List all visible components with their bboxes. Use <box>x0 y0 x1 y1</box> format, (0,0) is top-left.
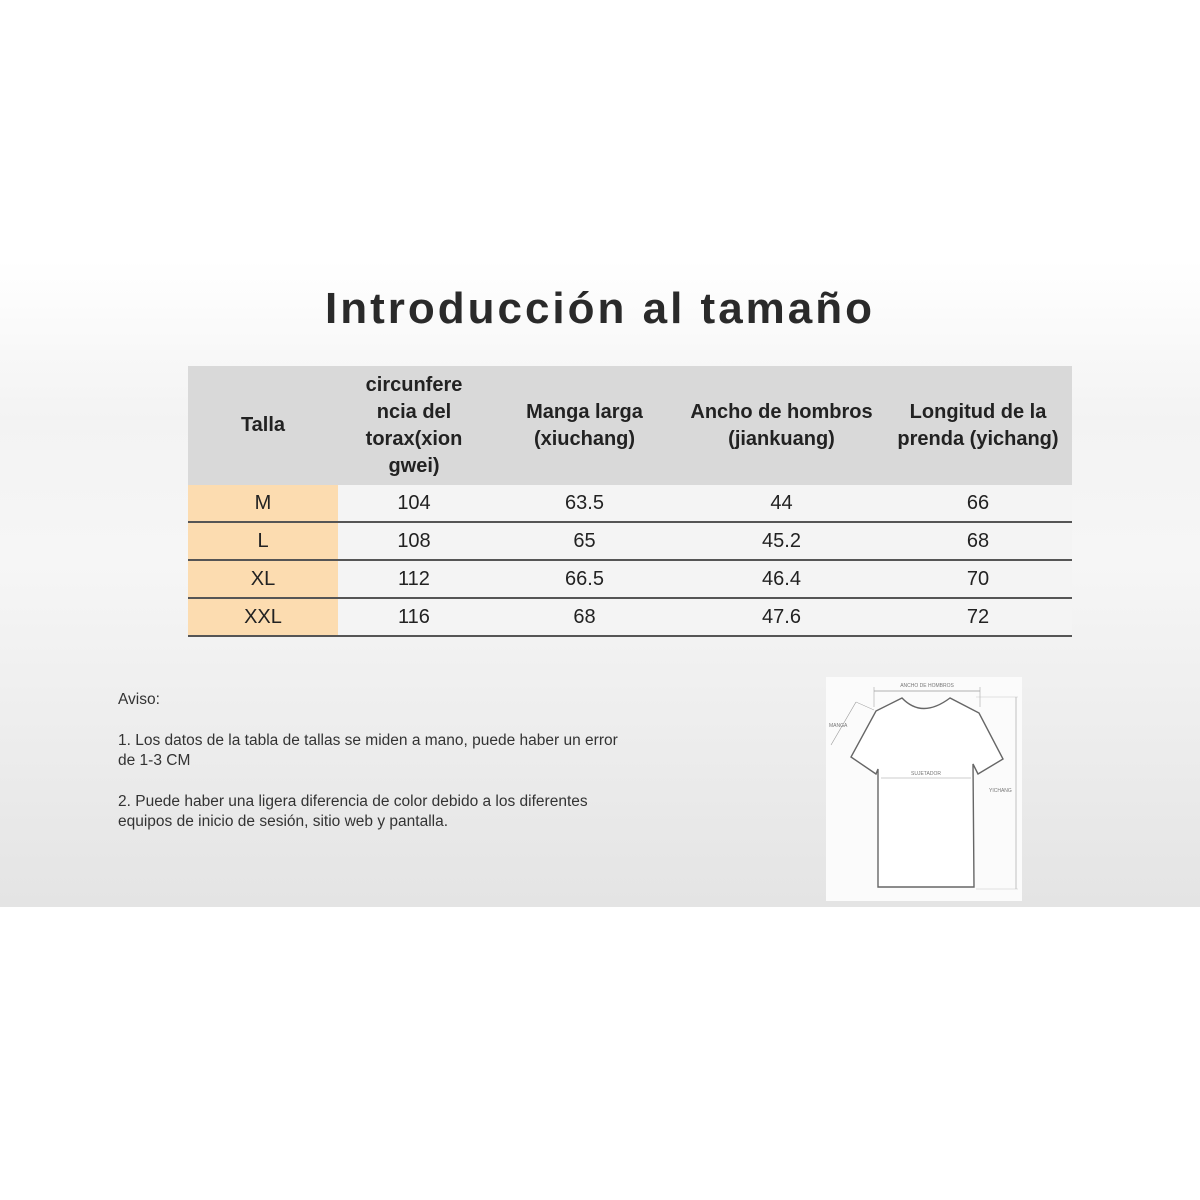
header-size: Talla <box>188 366 338 485</box>
shoulders-label: ANCHO DE HOMBROS <box>900 683 954 689</box>
measurement-cell: 46.4 <box>679 560 884 598</box>
measurement-cell: 66 <box>884 485 1072 522</box>
note-item: 1. Los datos de la tabla de tallas se miden a mano, puede haber un error de 1-3 CM <box>118 732 618 769</box>
size-cell: XL <box>188 560 338 598</box>
measurement-cell: 70 <box>884 560 1072 598</box>
length-label: YICHANG <box>989 788 1012 794</box>
header-sleeve: Manga larga (xiuchang) <box>490 366 679 485</box>
tshirt-icon <box>826 677 1022 901</box>
measurement-cell: 44 <box>679 485 884 522</box>
notes <box>118 690 628 853</box>
table-row <box>188 598 1072 636</box>
measurement-cell: 116 <box>338 598 490 636</box>
size-cell: XXL <box>188 598 338 636</box>
size-table <box>188 366 1072 637</box>
note-item: 2. Puede haber una ligera diferencia de color debido a los diferentes equipos de inicio de sesión, sitio web y pantalla. <box>118 793 588 830</box>
measurement-cell: 45.2 <box>679 522 884 560</box>
tshirt-measurement-diagram <box>826 677 1022 901</box>
header-chest: circunfere ncia del torax(xion gwei) <box>338 366 490 485</box>
size-cell: M <box>188 485 338 522</box>
measurement-cell: 72 <box>884 598 1072 636</box>
table-row <box>188 522 1072 560</box>
chest-label: SUJETADOR <box>911 771 941 777</box>
measurement-cell: 63.5 <box>490 485 679 522</box>
measurement-cell: 68 <box>884 522 1072 560</box>
measurement-cell: 66.5 <box>490 560 679 598</box>
page-title: Introducción al tamaño <box>324 284 876 333</box>
measurement-cell: 108 <box>338 522 490 560</box>
table-row <box>188 485 1072 522</box>
measurement-cell: 104 <box>338 485 490 522</box>
table-row <box>188 560 1072 598</box>
sleeve-label: MANGA <box>829 723 848 729</box>
measurement-cell: 68 <box>490 598 679 636</box>
measurement-cell: 65 <box>490 522 679 560</box>
measurement-cell: 112 <box>338 560 490 598</box>
header-length: Longitud de la prenda (yichang) <box>884 366 1072 485</box>
size-cell: L <box>188 522 338 560</box>
measurement-cell: 47.6 <box>679 598 884 636</box>
table-header-row <box>188 366 1072 485</box>
notes-heading: Aviso: <box>118 691 160 708</box>
header-shoulders: Ancho de hombros (jiankuang) <box>679 366 884 485</box>
